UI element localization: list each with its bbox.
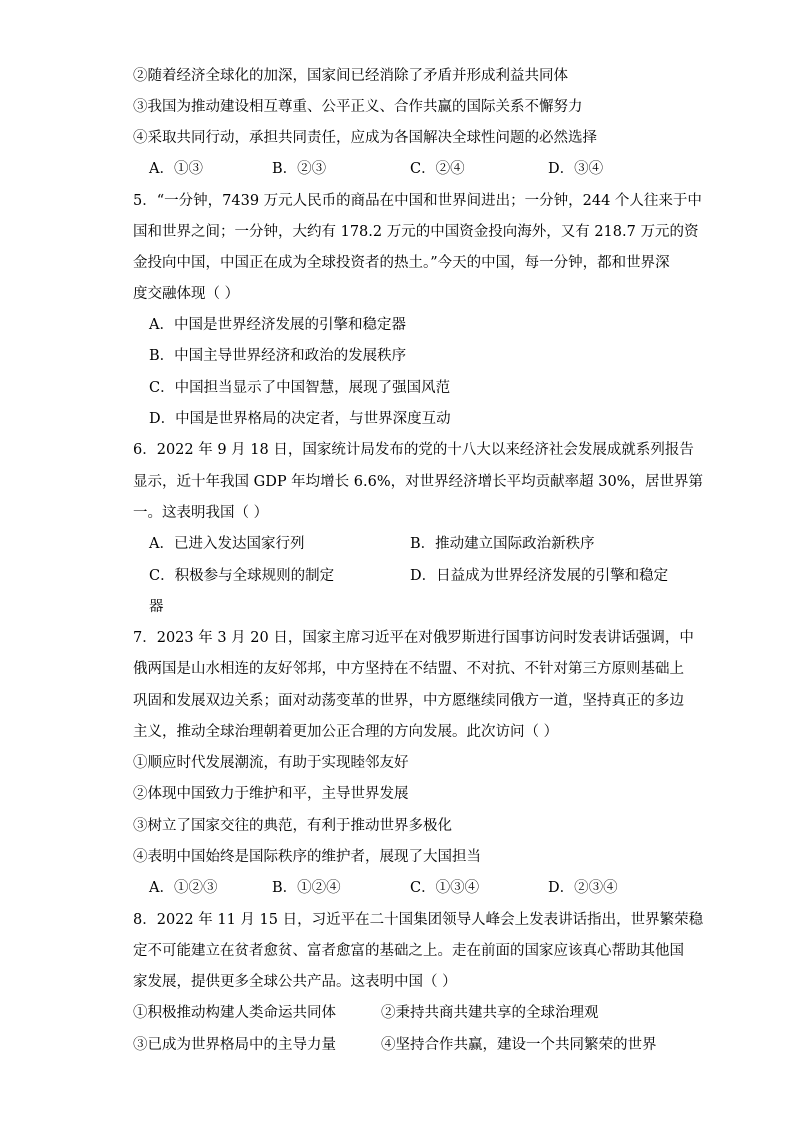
q7-option-b[interactable]: B．①②④ (272, 880, 341, 896)
q4-statement-2: ②随着经济全球化的加深，国家间已经消除了矛盾并形成利益共同体 (133, 68, 568, 84)
q8-statement-1: ①积极推动构建人类命运共同体 (133, 1005, 336, 1021)
q7-stem-line: 主义，推动全球治理朝着更加公正合理的方向发展。此次访问（ ） (133, 724, 559, 740)
q5-option-b[interactable]: B．中国主导世界经济和政治的发展秩序 (149, 348, 407, 364)
q5-stem-line: 5．“一分钟，7439 万元人民币的商品在中国和世界间进出；一分钟，244 个人往来于中 (133, 193, 702, 209)
q5-option-d[interactable]: D．中国是世界格局的决定者，与世界深度互动 (149, 411, 451, 427)
q6-option-d[interactable]: D．日益成为世界经济发展的引擎和稳定 (410, 568, 669, 584)
q6-option-d-wrap: 器 (149, 599, 164, 615)
q5-stem-line: 国和世界之间；一分钟，大约有 178.2 万元的中国资金投向海外，又有 218.7 万元的资 (133, 224, 699, 240)
q4-option-c[interactable]: C．②④ (410, 161, 465, 177)
q4-option-b[interactable]: B．②③ (272, 161, 327, 177)
q8-statement-2: ②秉持共商共建共享的全球治理观 (381, 1005, 599, 1021)
q7-statement-2: ②体现中国致力于维护和平，主导世界发展 (133, 786, 409, 802)
q7-statement-4: ④表明中国始终是国际秩序的维护者，展现了大国担当 (133, 849, 481, 865)
q6-stem-line: 一。这表明我国（ ） (133, 505, 269, 521)
q6-option-a[interactable]: A．已进入发达国家行列 (149, 536, 305, 552)
q7-option-a[interactable]: A．①②③ (149, 880, 218, 896)
q7-stem-line: 巩固和发展双边关系；面对动荡变革的世界，中方愿继续同俄方一道，坚持真正的多边 (133, 693, 684, 709)
q7-option-c[interactable]: C．①③④ (410, 880, 480, 896)
q5-stem-line: 金投向中国，中国正在成为全球投资者的热土。”今天的中国，每一分钟，都和世界深 (133, 255, 670, 271)
q7-statement-3: ③树立了国家交往的典范，有利于推动世界多极化 (133, 818, 452, 834)
q4-option-a[interactable]: A．①③ (149, 161, 203, 177)
q7-stem-line: 俄两国是山水相连的友好邻邦，中方坚持在不结盟、不对抗、不针对第三方原则基础上 (133, 661, 684, 677)
q6-option-c[interactable]: C．积极参与全球规则的制定 (149, 568, 335, 584)
q5-option-a[interactable]: A．中国是世界经济发展的引擎和稳定器 (149, 317, 406, 333)
q4-statement-4: ④采取共同行动，承担共同责任，应成为各国解决全球性问题的必然选择 (133, 130, 597, 146)
q8-stem-line: 定不可能建立在贫者愈贫、富者愈富的基础之上。走在前面的国家应该真心帮助其他国 (133, 943, 684, 959)
q4-statement-3: ③我国为推动建设相互尊重、公平正义、合作共赢的国际关系不懈努力 (133, 99, 583, 115)
q8-stem-line: 家发展，提供更多全球公共产品。这表明中国（ ） (133, 974, 457, 990)
q7-option-d[interactable]: D．②③④ (548, 880, 618, 896)
q6-stem-line: 6．2022 年 9 月 18 日，国家统计局发布的党的十八大以来经济社会发展成就系列报告 (133, 442, 694, 458)
q7-statement-1: ①顺应时代发展潮流，有助于实现睦邻友好 (133, 755, 409, 771)
q5-stem-line: 度交融体现（ ） (133, 286, 240, 302)
q8-statement-3: ③已成为世界格局中的主导力量 (133, 1037, 336, 1053)
q7-stem-line: 7．2023 年 3 月 20 日，国家主席习近平在对俄罗斯进行国事访问时发表讲话强调，中 (133, 630, 694, 646)
q6-stem-line: 显示，近十年我国 GDP 年均增长 6.6%，对世界经济增长平均贡献率超 30%，居世界第 (133, 474, 703, 490)
q8-stem-line: 8．2022 年 11 月 15 日，习近平在二十国集团领导人峰会上发表讲话指出，世界繁荣稳 (133, 912, 704, 928)
q6-option-b[interactable]: B．推动建立国际政治新秩序 (410, 536, 595, 552)
q5-option-c[interactable]: C．中国担当显示了中国智慧，展现了强国风范 (149, 380, 451, 396)
q8-statement-4: ④坚持合作共赢，建设一个共同繁荣的世界 (381, 1037, 657, 1053)
q4-option-d[interactable]: D．③④ (548, 161, 604, 177)
